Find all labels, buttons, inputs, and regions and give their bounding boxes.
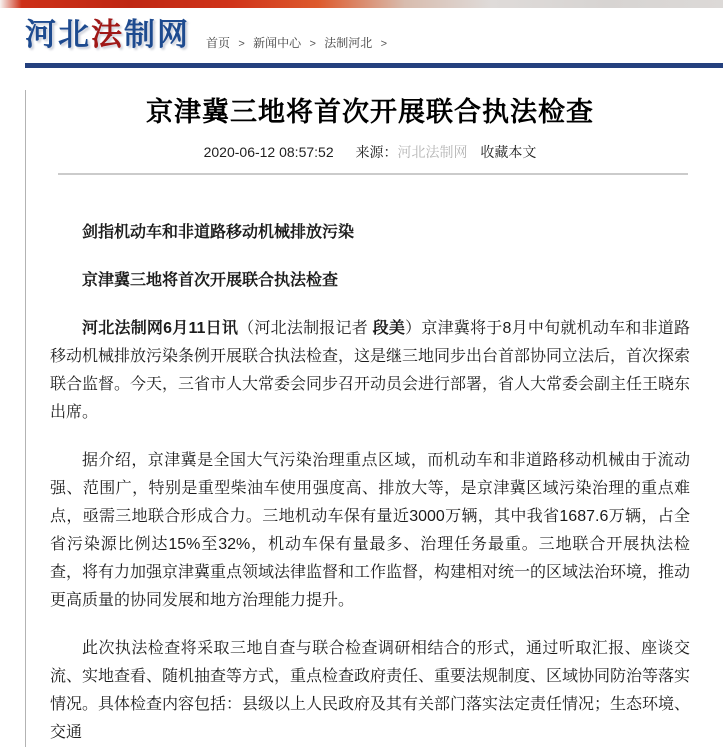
article-paragraph-2: 据介绍，京津冀是全国大气污染治理重点区域，而机动车和非道路移动机械由于流动强、范围广，特别是重型柴油车使用强度高、排放大等，是京津冀区域污染治理的重点难点，亟需三地联合形成合力。三地机动车保有量近3000万辆，其中我省1687.6万辆，占全省污染源比例达15%至32%，机动车保有量最多、治理任务最重。三地联合开展执法检查，将有力加强京津冀重点领域法律监督和工作监督，构建相对统一的区域法治环境，推动更高质量的协同发展和地方治理能力提升。 [50, 452, 691, 609]
paragraph-lead: 河北法制网6月11日讯 [82, 320, 239, 337]
site-header [0, 8, 723, 63]
breadcrumb-item-legal-hebei[interactable]: 法制河北 [324, 36, 373, 50]
article-body [50, 219, 690, 747]
top-decorative-banner [0, 0, 723, 8]
logo-text-part: 法 [91, 17, 124, 53]
breadcrumb-separator: > [238, 38, 245, 50]
site-logo[interactable] [25, 17, 190, 53]
logo-text-part: 河北 [25, 17, 91, 53]
source-label: 来源： [355, 144, 398, 160]
article-paragraph-1 [50, 315, 690, 427]
source-name: 河北法制网 [397, 144, 468, 160]
breadcrumb-separator: > [309, 38, 316, 50]
article-content-area [25, 90, 723, 747]
article-subtitle-1: 剑指机动车和非道路移动机械排放污染 [82, 224, 355, 241]
header-divider-bar [25, 63, 723, 68]
article-subtitle-2: 京津冀三地将首次开展联合执法检查 [82, 272, 339, 289]
breadcrumb-separator: > [380, 38, 388, 50]
article-title: 京津冀三地将首次开展联合执法检查 [146, 97, 594, 127]
breadcrumb [206, 34, 392, 51]
logo-text-part: 制网 [124, 17, 190, 53]
favorite-article-link[interactable]: 收藏本文 [480, 144, 537, 160]
article-paragraph-3: 此次执法检查将采取三地自查与联合检查调研相结合的形式，通过听取汇报、座谈交流、实地查看、随机抽查等方式，重点检查政府责任、重要法规制度、区域协同防治等落实情况。具体检查内容包括：县级以上人民政府及其有关部门落实法定责任情况；生态环境、交通 [50, 640, 691, 741]
reporter-name: 段美 [372, 320, 406, 337]
meta-separator-line [58, 173, 688, 175]
publish-datetime: 2020-06-12 08:57:52 [203, 144, 334, 160]
article-meta [50, 142, 690, 162]
breadcrumb-item-home[interactable]: 首页 [206, 36, 231, 50]
breadcrumb-item-news-center[interactable]: 新闻中心 [253, 36, 302, 50]
paragraph-text: （河北法制报记者 [238, 320, 373, 337]
paragraph-text: ）京津冀将于8月中旬就机动车和非道路移动机械排放污染条例开展联合执法检查，这是继三地同步出台首部协同立法后，首次探索联合监督。今天，三省市人大常委会同步召开动员会进行部署，省人大常委会副主任王晓东出席。 [50, 320, 691, 421]
